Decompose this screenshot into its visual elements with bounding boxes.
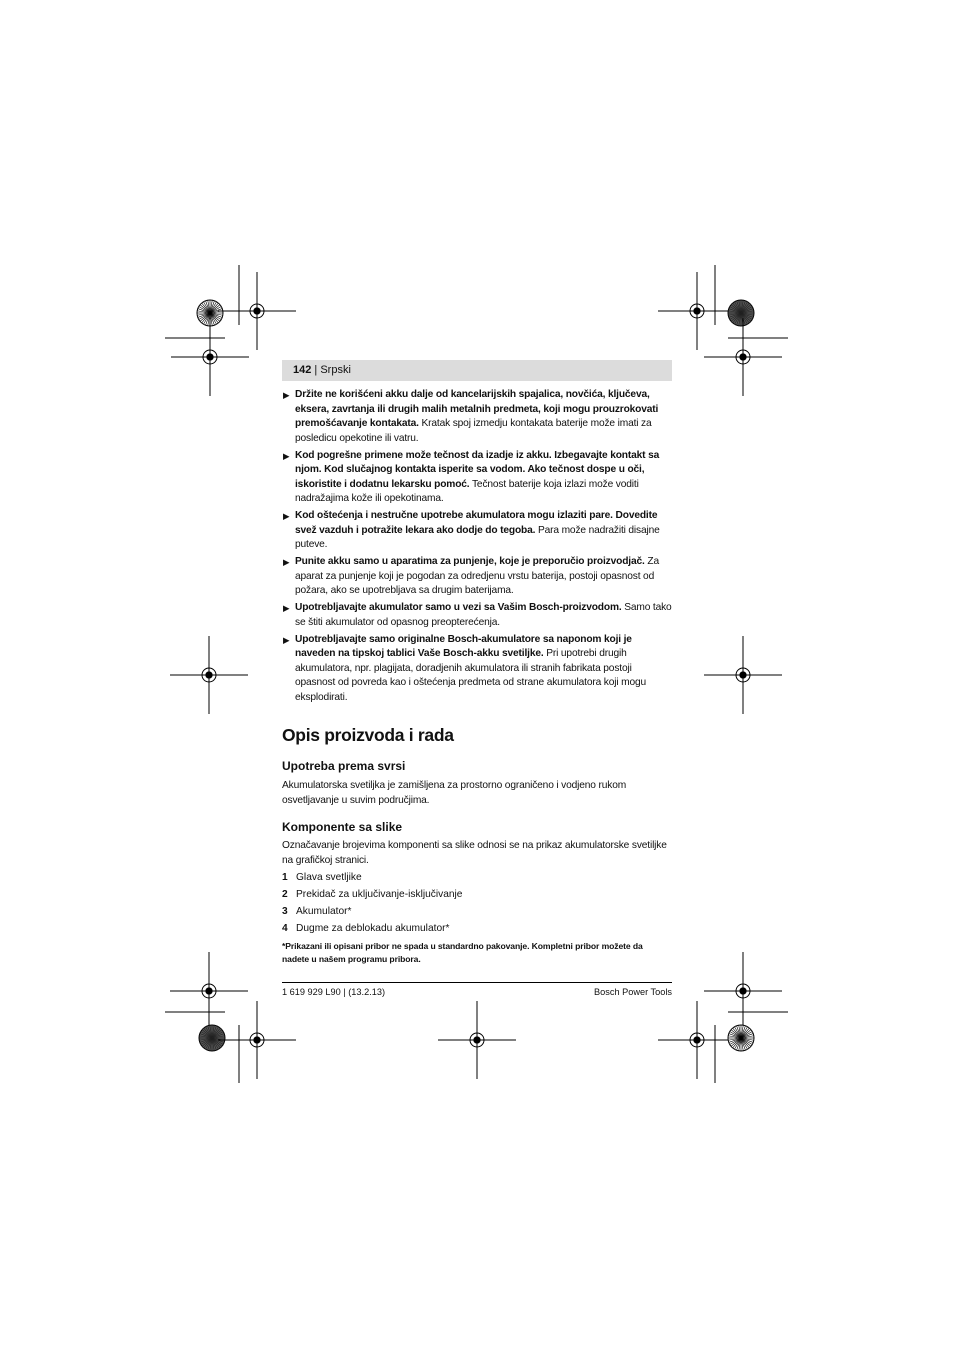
warning-text: Za aparat za punjenje koji je pogodan za odredjenu vrstu baterija, postoji opasnost od požara, ako se upotrebljava sa drugim baterijama.: [295, 556, 659, 596]
crosshair-icon: [170, 952, 248, 1030]
triangle-right-icon: ▶: [283, 634, 290, 645]
intended-use-text: Akumulatorska svetiljka je zamišljena za prostorno ograničeno i vodjeno rukom osvetljavanje u suvim područjima.: [282, 780, 627, 806]
list-number: 1: [282, 872, 288, 883]
list-number: 2: [282, 889, 288, 900]
warning-text: Tečnost baterije koja izlazi može voditi nadražajima kože ili opekotinama.: [295, 478, 639, 504]
crosshair-icon: [658, 1001, 736, 1079]
warning-bold: Držite ne korišćeni akku dalje od kancelarijskih spajalica, novčića, ključeva, eksera, zavrtanja ili drugih malih metalnih predmeta, koji mogu prouzrokovati premošćavanje kontakata.: [295, 389, 659, 429]
list-number: 4: [282, 923, 288, 934]
list-label: Prekidač za uključivanje-isključivanje: [296, 889, 463, 900]
warning-text: Kratak spoj izmedju kontakata baterije može imati za posledicu opekotine ili vatru.: [295, 418, 652, 444]
components-heading: Komponente sa slike: [282, 820, 403, 834]
crosshair-icon: [658, 272, 736, 350]
safety-warnings: [282, 388, 672, 705]
warning-item: [282, 633, 672, 706]
warning-bold: Upotrebljavajte akumulator samo u vezi sa Vašim Bosch-proizvodom.: [295, 602, 622, 613]
page-header: [282, 360, 672, 381]
triangle-right-icon: ▶: [283, 511, 290, 521]
page-number: 142: [293, 364, 312, 376]
triangle-right-icon: ▶: [283, 450, 290, 461]
warning-item: [282, 388, 672, 446]
crosshair-icon: [218, 1001, 296, 1079]
list-item: [282, 905, 672, 919]
crosshair-icon: [704, 636, 782, 714]
warning-bold: Kod oštećenja i nestručne upotrebe akumulatora mogu izlaziti pare. Dovedite svež vazduh i potražite lekara ako dodje do tegoba.: [295, 510, 658, 536]
list-label: Akumulator*: [296, 906, 352, 917]
footnote: *Prikazani ili opisani pribor ne spada u standardno pakovanje. Kompletni pribor možete da nadete u našem programu pribora.: [282, 941, 643, 964]
warning-text: Pri upotrebi drugih akumulatora, npr. plagijata, doradjenih akumulatora ili stranih fabrikata postoji opasnost od povreda kao i oštećenja predmeta od strane akumulatora koji mogu eksplodirati.: [295, 648, 647, 703]
page-content: [282, 360, 672, 965]
warning-bold: Upotrebljavajte samo originalne Bosch-akumulatore sa naponom koji je naveden na tipskoj tablici Vaše Bosch-akku svetiljke.: [295, 633, 632, 659]
starburst-icon: [199, 1025, 225, 1051]
crosshair-icon: [438, 1001, 516, 1079]
crosshair-icon: [704, 952, 782, 1030]
footer-brand: Bosch Power Tools: [594, 987, 672, 997]
components-text: Označavanje brojevima komponenti sa slike odnosi se na prikaz akumulatorske svetiljke na grafičkoj stranici.: [282, 840, 667, 866]
warning-bold: Kod pogrešne primene može tečnost da izadje iz akku. Izbegavajte kontakt sa njom. Kod slučajnog kontakta isperite sa vodom. Ako tečnost dospe u oči, iskoristite i dodatnu lekarsku pomoć.: [295, 449, 660, 490]
starburst-icon: [728, 300, 754, 326]
header-language: Srpski: [320, 364, 351, 376]
list-label: Glava svetljike: [296, 872, 362, 883]
triangle-right-icon: ▶: [283, 603, 290, 613]
warning-text: Para može nadražiti disajne puteve.: [295, 524, 660, 550]
warning-item: [282, 601, 672, 630]
crosshair-icon: [170, 636, 248, 714]
triangle-right-icon: ▶: [283, 390, 290, 400]
list-label: Dugme za deblokadu akumulator*: [296, 923, 450, 934]
warning-item: [282, 509, 672, 553]
list-item: [282, 888, 672, 902]
starburst-icon: [728, 1025, 754, 1051]
list-item: [282, 922, 672, 936]
components-list: [282, 871, 672, 936]
warning-item: [282, 449, 672, 507]
crosshair-icon: [218, 272, 296, 350]
list-number: 3: [282, 906, 288, 917]
header-separator: |: [311, 364, 321, 376]
warning-bold: Punite akku samo u aparatima za punjenje, koje je preporučio proizvodjač.: [295, 556, 645, 567]
footer-doc-number: 1 619 929 L90 | (13.2.13): [282, 987, 386, 997]
page-footer: [282, 982, 672, 997]
warning-item: [282, 555, 672, 599]
crosshair-icon: [171, 318, 249, 396]
triangle-right-icon: ▶: [283, 557, 290, 567]
list-item: [282, 871, 672, 885]
intended-use-heading: Upotreba prema svrsi: [282, 759, 406, 773]
warning-text: Samo tako se štiti akumulator od opasnog preopterećenja.: [295, 602, 672, 628]
section-title: Opis proizvoda i rada: [282, 725, 454, 745]
crosshair-icon: [704, 318, 782, 396]
